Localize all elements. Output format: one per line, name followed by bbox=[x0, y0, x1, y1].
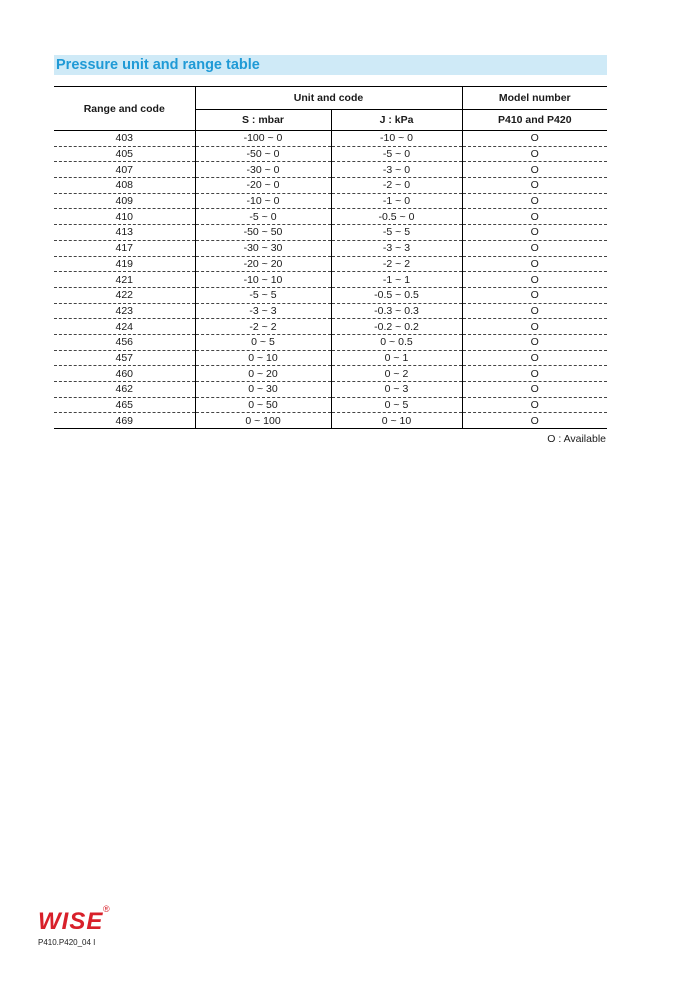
range-code-cell: 469 bbox=[54, 413, 195, 429]
document-code: P410.P420_04 I bbox=[38, 938, 96, 947]
range-code-cell: 465 bbox=[54, 397, 195, 413]
s-mbar-cell: 0 ~ 30 bbox=[195, 382, 331, 398]
j-kpa-cell: -0.5 ~ 0 bbox=[331, 209, 462, 225]
table-row bbox=[54, 303, 607, 319]
j-kpa-cell: -2 ~ 0 bbox=[331, 178, 462, 194]
table-row bbox=[54, 272, 607, 288]
s-mbar-cell: -50 ~ 50 bbox=[195, 225, 331, 241]
availability-cell: O bbox=[462, 303, 607, 319]
j-kpa-cell: -3 ~ 3 bbox=[331, 240, 462, 256]
s-mbar-cell: -2 ~ 2 bbox=[195, 319, 331, 335]
range-code-cell: 405 bbox=[54, 146, 195, 162]
availability-cell: O bbox=[462, 225, 607, 241]
availability-cell: O bbox=[462, 256, 607, 272]
availability-cell: O bbox=[462, 413, 607, 429]
j-kpa-header: J : kPa bbox=[331, 110, 462, 131]
j-kpa-cell: -0.3 ~ 0.3 bbox=[331, 303, 462, 319]
range-and-code-header: Range and code bbox=[54, 87, 195, 131]
j-kpa-cell: 0 ~ 10 bbox=[331, 413, 462, 429]
unit-and-code-header: Unit and code bbox=[195, 87, 462, 110]
table-row bbox=[54, 146, 607, 162]
s-mbar-cell: 0 ~ 10 bbox=[195, 350, 331, 366]
table-row bbox=[54, 240, 607, 256]
availability-cell: O bbox=[462, 287, 607, 303]
availability-cell: O bbox=[462, 209, 607, 225]
availability-cell: O bbox=[462, 272, 607, 288]
s-mbar-cell: -10 ~ 0 bbox=[195, 193, 331, 209]
section-title-bar bbox=[54, 55, 607, 75]
range-code-cell: 410 bbox=[54, 209, 195, 225]
availability-cell: O bbox=[462, 334, 607, 350]
j-kpa-cell: 0 ~ 3 bbox=[331, 382, 462, 398]
availability-cell: O bbox=[462, 240, 607, 256]
availability-cell: O bbox=[462, 146, 607, 162]
s-mbar-cell: -20 ~ 20 bbox=[195, 256, 331, 272]
availability-legend: O : Available bbox=[547, 433, 606, 445]
table-row bbox=[54, 162, 607, 178]
s-mbar-cell: 0 ~ 20 bbox=[195, 366, 331, 382]
j-kpa-cell: 0 ~ 2 bbox=[331, 366, 462, 382]
table-row bbox=[54, 334, 607, 350]
pressure-range-table-wrapper bbox=[54, 86, 607, 429]
s-mbar-cell: -100 ~ 0 bbox=[195, 131, 331, 147]
model-number-header: Model number bbox=[462, 87, 607, 110]
j-kpa-cell: 0 ~ 5 bbox=[331, 397, 462, 413]
range-code-cell: 422 bbox=[54, 287, 195, 303]
table-row bbox=[54, 319, 607, 335]
j-kpa-cell: -10 ~ 0 bbox=[331, 131, 462, 147]
availability-cell: O bbox=[462, 366, 607, 382]
s-mbar-cell: 0 ~ 5 bbox=[195, 334, 331, 350]
range-code-cell: 407 bbox=[54, 162, 195, 178]
s-mbar-cell: -50 ~ 0 bbox=[195, 146, 331, 162]
table-row bbox=[54, 225, 607, 241]
availability-cell: O bbox=[462, 319, 607, 335]
s-mbar-cell: -10 ~ 10 bbox=[195, 272, 331, 288]
availability-cell: O bbox=[462, 382, 607, 398]
s-mbar-cell: 0 ~ 100 bbox=[195, 413, 331, 429]
j-kpa-cell: -5 ~ 0 bbox=[331, 146, 462, 162]
availability-cell: O bbox=[462, 193, 607, 209]
availability-cell: O bbox=[462, 397, 607, 413]
range-code-cell: 417 bbox=[54, 240, 195, 256]
range-code-cell: 424 bbox=[54, 319, 195, 335]
j-kpa-cell: -3 ~ 0 bbox=[331, 162, 462, 178]
table-row bbox=[54, 287, 607, 303]
j-kpa-cell: -1 ~ 1 bbox=[331, 272, 462, 288]
s-mbar-cell: -5 ~ 0 bbox=[195, 209, 331, 225]
section-title: Pressure unit and range table bbox=[56, 57, 260, 73]
table-row bbox=[54, 350, 607, 366]
range-code-cell: 403 bbox=[54, 131, 195, 147]
j-kpa-cell: -0.2 ~ 0.2 bbox=[331, 319, 462, 335]
models-header: P410 and P420 bbox=[462, 110, 607, 131]
range-code-cell: 413 bbox=[54, 225, 195, 241]
table-row bbox=[54, 366, 607, 382]
table-body bbox=[54, 131, 607, 429]
s-mbar-cell: -5 ~ 5 bbox=[195, 287, 331, 303]
range-code-cell: 408 bbox=[54, 178, 195, 194]
table-row bbox=[54, 413, 607, 429]
s-mbar-cell: -20 ~ 0 bbox=[195, 178, 331, 194]
pressure-range-table bbox=[54, 86, 607, 429]
availability-cell: O bbox=[462, 131, 607, 147]
range-code-cell: 421 bbox=[54, 272, 195, 288]
j-kpa-cell: -0.5 ~ 0.5 bbox=[331, 287, 462, 303]
range-code-cell: 409 bbox=[54, 193, 195, 209]
table-row bbox=[54, 397, 607, 413]
range-code-cell: 460 bbox=[54, 366, 195, 382]
s-mbar-header: S : mbar bbox=[195, 110, 331, 131]
availability-cell: O bbox=[462, 350, 607, 366]
j-kpa-cell: -2 ~ 2 bbox=[331, 256, 462, 272]
range-code-cell: 462 bbox=[54, 382, 195, 398]
availability-cell: O bbox=[462, 162, 607, 178]
j-kpa-cell: -1 ~ 0 bbox=[331, 193, 462, 209]
logo-text: WISE bbox=[38, 908, 104, 935]
table-row bbox=[54, 193, 607, 209]
j-kpa-cell: 0 ~ 1 bbox=[331, 350, 462, 366]
s-mbar-cell: 0 ~ 50 bbox=[195, 397, 331, 413]
range-code-cell: 456 bbox=[54, 334, 195, 350]
range-code-cell: 457 bbox=[54, 350, 195, 366]
table-row bbox=[54, 382, 607, 398]
s-mbar-cell: -30 ~ 30 bbox=[195, 240, 331, 256]
registered-mark: ® bbox=[103, 904, 110, 914]
table-row bbox=[54, 178, 607, 194]
table-row bbox=[54, 131, 607, 147]
availability-cell: O bbox=[462, 178, 607, 194]
j-kpa-cell: -5 ~ 5 bbox=[331, 225, 462, 241]
s-mbar-cell: -3 ~ 3 bbox=[195, 303, 331, 319]
range-code-cell: 419 bbox=[54, 256, 195, 272]
table-row bbox=[54, 256, 607, 272]
s-mbar-cell: -30 ~ 0 bbox=[195, 162, 331, 178]
j-kpa-cell: 0 ~ 0.5 bbox=[331, 334, 462, 350]
range-code-cell: 423 bbox=[54, 303, 195, 319]
table-row bbox=[54, 209, 607, 225]
